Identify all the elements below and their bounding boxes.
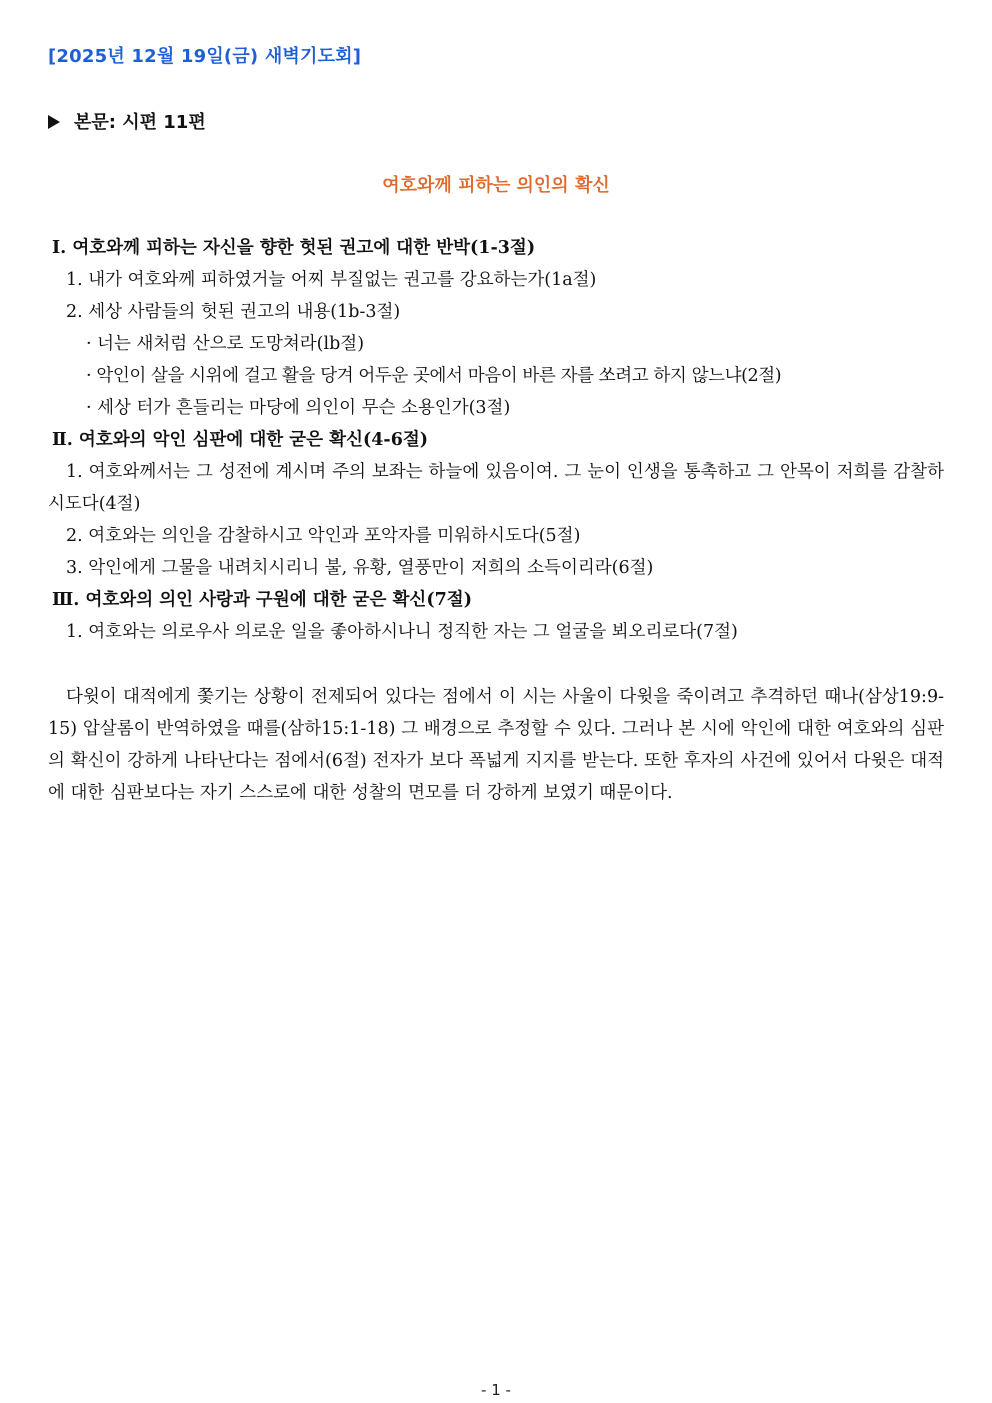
service-date-header: [2025년 12월 19일(금) 새벽기도회] [48,46,362,67]
outline-sub-point: 1. 여호와는 의로우사 의로운 일을 좋아하시나니 정직한 자는 그 얼굴을 뵈오리로다(7절) [66,622,738,642]
scripture-label: 본문: 시편 11편 [74,112,206,133]
outline-sub-point: 1. 여호와께서는 그 성전에 계시며 주의 보좌는 하늘에 있음이여. 그 눈이 인생을 통촉하고 그 안목이 저희를 감찰하시도다(4절) [48,462,944,514]
outline-sub-point: 1. 내가 여호와께 피하였거늘 어찌 부질없는 권고를 강요하는가(1a절) [66,270,597,290]
outline-sub-point: 2. 여호와는 의인을 감찰하시고 악인과 포악자를 미워하시도다(5절) [66,526,581,546]
page-number: - 1 - [481,1381,511,1399]
outline-sub-point: 3. 악인에게 그물을 내려치시리니 불, 유황, 열풍만이 저희의 소득이리라(6절) [66,558,654,578]
outline-sub-point: 2. 세상 사람들의 헛된 권고의 내용(1b-3절) [66,302,401,322]
outline-bullet-item: · 악인이 살을 시위에 걸고 활을 당겨 어두운 곳에서 마음이 바른 자를 쏘려고 하지 않느냐(2절) [86,366,782,386]
triangle-bullet-icon [48,115,60,129]
commentary-paragraph: 다윗이 대적에게 쫓기는 상황이 전제되어 있다는 점에서 이 시는 사울이 다윗을 죽이려고 추격하던 때나(삼상19:9-15) 압살롬이 반역하였을 때를(삼하15:1-18) 그 배경으로 추정할 수 있다. 그러나 본 시에 악인에 대한 여호와의 심판의 확신이 강하게 나타난다는 점에서(6절) 전자가 보다 폭넓게 지지를 받는다. 또한 후자의 사건에 있어서 다윗은 대적에 대한 심판보다는 자기 스스로에 대한 성찰의 면모를 더 강하게 보였기 때문이다. [48,687,944,803]
outline-main-point-3: Ⅲ. 여호와의 의인 사랑과 구원에 대한 굳은 확신(7절) [52,590,472,610]
outline-main-point-1: Ⅰ. 여호와께 피하는 자신을 향한 헛된 권고에 대한 반박(1-3절) [52,238,536,258]
sermon-outline [48,232,944,648]
scripture-reference [48,108,206,134]
outline-bullet-item: · 너는 새처럼 산으로 도망쳐라(lb절) [86,334,365,354]
sermon-title: 여호와께 피하는 의인의 확신 [382,175,610,196]
outline-bullet-item: · 세상 터가 흔들리는 마당에 의인이 무슨 소용인가(3절) [86,398,511,418]
outline-main-point-2: Ⅱ. 여호와의 악인 심판에 대한 굳은 확신(4-6절) [52,430,429,450]
